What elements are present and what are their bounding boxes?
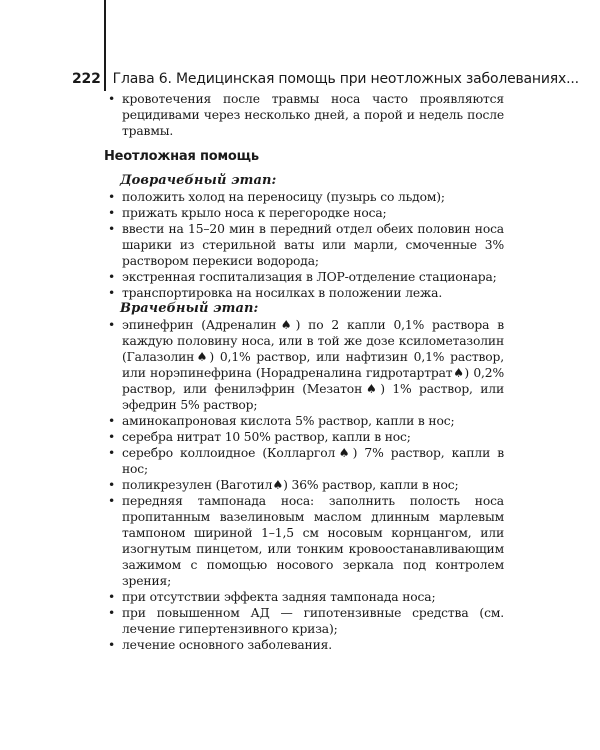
list-item: • транспортировка на носилках в положении лежа. [108,286,443,300]
bullet: • [108,478,116,492]
list-item: • серебра нитрат 10 50% раствор, капли в нос; [108,430,411,444]
section-heading: Неотложная помощь [104,149,259,164]
bullet: • [108,414,116,428]
list-item: • аминокапроновая кислота 5% раствор, капли в нос; [108,414,455,428]
list-item: • прижать крыло носа к перегородке носа; [108,206,387,220]
list-item: • положить холод на переносицу (пузырь со льдом); [108,190,445,204]
bullet: • [108,494,116,508]
prehospital-list [104,189,504,301]
bullet: • [108,190,116,204]
page-number: 222 [72,71,101,87]
list-item: • экстренная госпитализация в ЛОР-отделение стационара; [108,270,497,284]
bullet: • [108,206,116,220]
bullet: • [108,270,116,284]
bullet: • [108,222,116,236]
bullet: • [108,638,116,652]
chapter-title: Глава 6. Медицинская помощь при неотложных заболеваниях... [112,71,579,87]
bullet: • [108,286,116,300]
list-item: • лечение основного заболевания. [108,638,332,652]
bullet: • [108,590,116,604]
list-item: • серебро коллоидное (Колларгол♠) 7% раствор, капли в нос; [108,446,504,476]
bullet: • [108,606,116,620]
physician-list [104,317,504,653]
list-item: • при отсутствии эффекта задняя тампонада носа; [108,590,436,604]
bullet: • [108,430,116,444]
page-body [104,91,504,653]
list-item: • эпинефрин (Адреналин♠) по 2 капли 0,1% раствора в каждую половину носа, или в той же дозе ксилометазолин (Галазолин♠) 0,1% раствор, или нафтизин 0,1% раствор, или норэпинефрина (Норадреналина гидротартрат♠) 0,2% раствор, или фенилэфрин (Мезатон♠) 1% раствор, или эфедрин 5% раствор; [108,318,504,412]
bullet: • [108,446,116,460]
list-item: • передняя тампонада носа: заполнить полость носа пропитанным вазелиновым маслом длинным марлевым тампоном шириной 1–1,5 см носовым корнцангом, или изогнутым пинцетом, или тонким кровоостанавливающим зажимом с помощью носового зеркала под контролем зрения; [108,494,504,588]
prehospital-heading: Доврачебный этап: [120,173,277,188]
running-header [72,70,579,88]
intro-list [104,91,504,139]
list-item: • ввести на 15–20 мин в передний отдел обеих половин носа шарики из стерильной ваты или марли, смоченные 3% раствором перекиси водорода; [108,222,504,268]
list-item: • поликрезулен (Ваготил♠) 36% раствор, капли в нос; [108,478,459,492]
bullet: • [108,318,116,332]
physician-heading: Врачебный этап: [120,301,259,316]
list-item: • при повышенном АД — гипотензивные средства (см. лечение гипертензивного криза); [108,606,504,636]
list-item: • кровотечения после травмы носа часто проявляются рецидивами через несколько дней, а порой и недель после травмы. [108,92,504,138]
bullet: • [108,92,116,106]
